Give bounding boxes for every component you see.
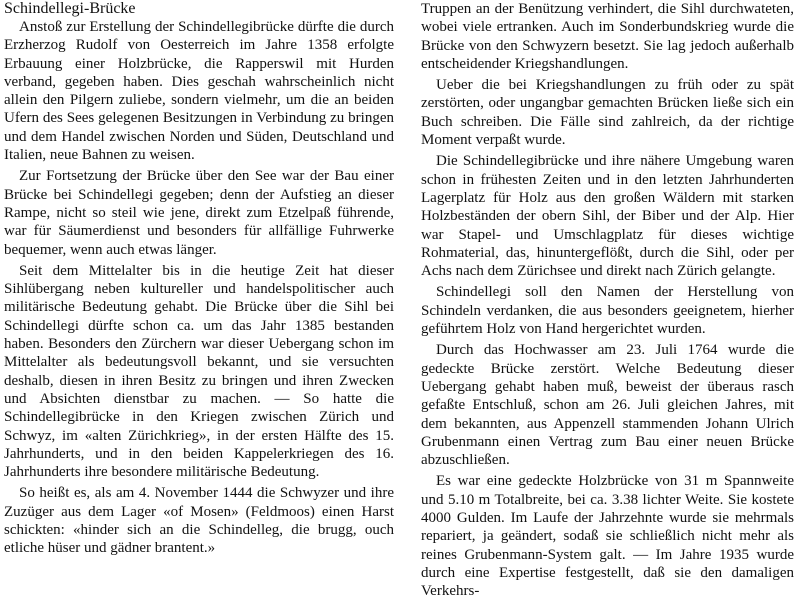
paragraph-right-3: Die Schindellegibrücke und ihre nähere Umgebung waren schon in frühesten Zeiten und in den letzten Jahrhunderten Lagerplatz für Holz aus den großen Wäldern mit starken Holzbeständen der obern Sihl, der Biber und der Alp. Hier war Stapel- und Umschlagplatz für dieses wichtige Rohmaterial, das, hinuntergeflößt, durch die Sihl, oder per Achs nach dem Zürichsee und direkt nach Zürich gelangte. [421, 153, 794, 280]
paragraph-right-5: Durch das Hochwasser am 23. Juli 1764 wurde die gedeckte Brücke zerstört. Welche Bedeutung dieser Uebergang gehabt haben muß, beweist der überaus rasch gefaßte Entschluß, schon am 26. Juli gleichen Jahres, mit dem bekannten, aus Appenzell stammenden Johann Ulrich Grubenmann einen Vertrag zum Bau einer neuen Brücke abzuschließen. [421, 342, 794, 469]
paragraph-left-4: So heißt es, als am 4. November 1444 die Schwyzer und ihre Zuzüger aus dem Lager «of Mosen» (Feldmoos) einen Harst schickten: «hinder sich an die Schindelleg, die brugg, ouch etliche hüser und gädner brantent.» [4, 485, 394, 557]
paragraph-left-2: Zur Fortsetzung der Brücke über den See war der Bau einer Brücke bei Schindellegi gegeben; denn der Aufstieg an dieser Rampe, nicht so steil wie jene, direkt zum Etzelpaß führende, war für Säumerdienst und besonders für allfällige Fuhrwerke bequemer, wenn auch etwas länger. [4, 168, 394, 258]
paragraph-left-1: Anstoß zur Erstellung der Schindellegibrücke dürfte die durch Erzherzog Rudolf von Oesterreich im Jahre 1358 erfolgte Erbauung einer Holzbrücke, die Rapperswil mit Hurden verband, gegeben haben. Dies geschah wahrscheinlich nicht allein den Pilgern zuliebe, sondern vielmehr, um die an beiden Ufern des Sees gelegenen Besitzungen in Verbindung zu bringen und dem Handel zwischen Norden und Süden, Deutschland und Italien, neue Bahnen zu weisen. [4, 19, 394, 164]
article-heading: Schindellegi-Brücke [4, 0, 136, 17]
paragraph-right-1: Truppen an der Benützung verhindert, die Sihl durchwateten, wobei viele ertranken. Auch im Sonderbundskrieg wurde die Brücke von den Schwyzern besetzt. Sie lag jedoch außerhalb entscheidender Kriegshandlungen. [421, 1, 794, 72]
left-column [4, 18, 394, 558]
paragraph-right-6: Es war eine gedeckte Holzbrücke von 31 m Spannweite und 5.10 m Totalbreite, bei ca. 3.38 lichter Weite. Sie kostete 4000 Gulden. Im Laufe der Jahrzehnte wurde sie mehrmals repariert, ja geändert, sodaß sie schließlich nicht mehr als reines Grubenmann-System galt. — Im Jahre 1935 wurde durch eine Expertise festgestellt, daß sie den damaligen Verkehrs- [421, 473, 794, 600]
right-column [421, 0, 794, 600]
paragraph-left-3: Seit dem Mittelalter bis in die heutige Zeit hat dieser Sihlübergang neben kultureller und handelspolitischer auch militärische Bedeutung gehabt. Die Brücke über die Sihl bei Schindellegi dürfte schon ca. um das Jahr 1385 bestanden haben. Besonders den Zürchern war dieser Uebergang schon im Mittelalter als bedeutungsvoll bekannt, und sie versuchten deshalb, diesen in ihren Besitz zu bringen und ihren Zwecken und Absichten dienstbar zu machen. — So hatte die Schindellegibrücke in den Kriegen zwischen Zürich und Schwyz, im «alten Zürichkrieg», in der ersten Hälfte des 15. Jahrhunderts, und in den beiden Kappelerkriegen des 16. Jahrhunderts ihre besondere militärische Bedeutung. [4, 262, 394, 481]
paragraph-right-2: Ueber die bei Kriegshandlungen zu früh oder zu spät zerstörten, oder ungangbar gemachten Brücken ließe sich ein Buch schreiben. Die Fälle sind zahlreich, da der richtige Moment verpaßt wurde. [421, 77, 794, 149]
paragraph-right-4: Schindellegi soll den Namen der Herstellung von Schindeln verdanken, die aus besonders geeignetem, hierher geführtem Holz von Hand hergerichtet wurden. [421, 284, 794, 338]
